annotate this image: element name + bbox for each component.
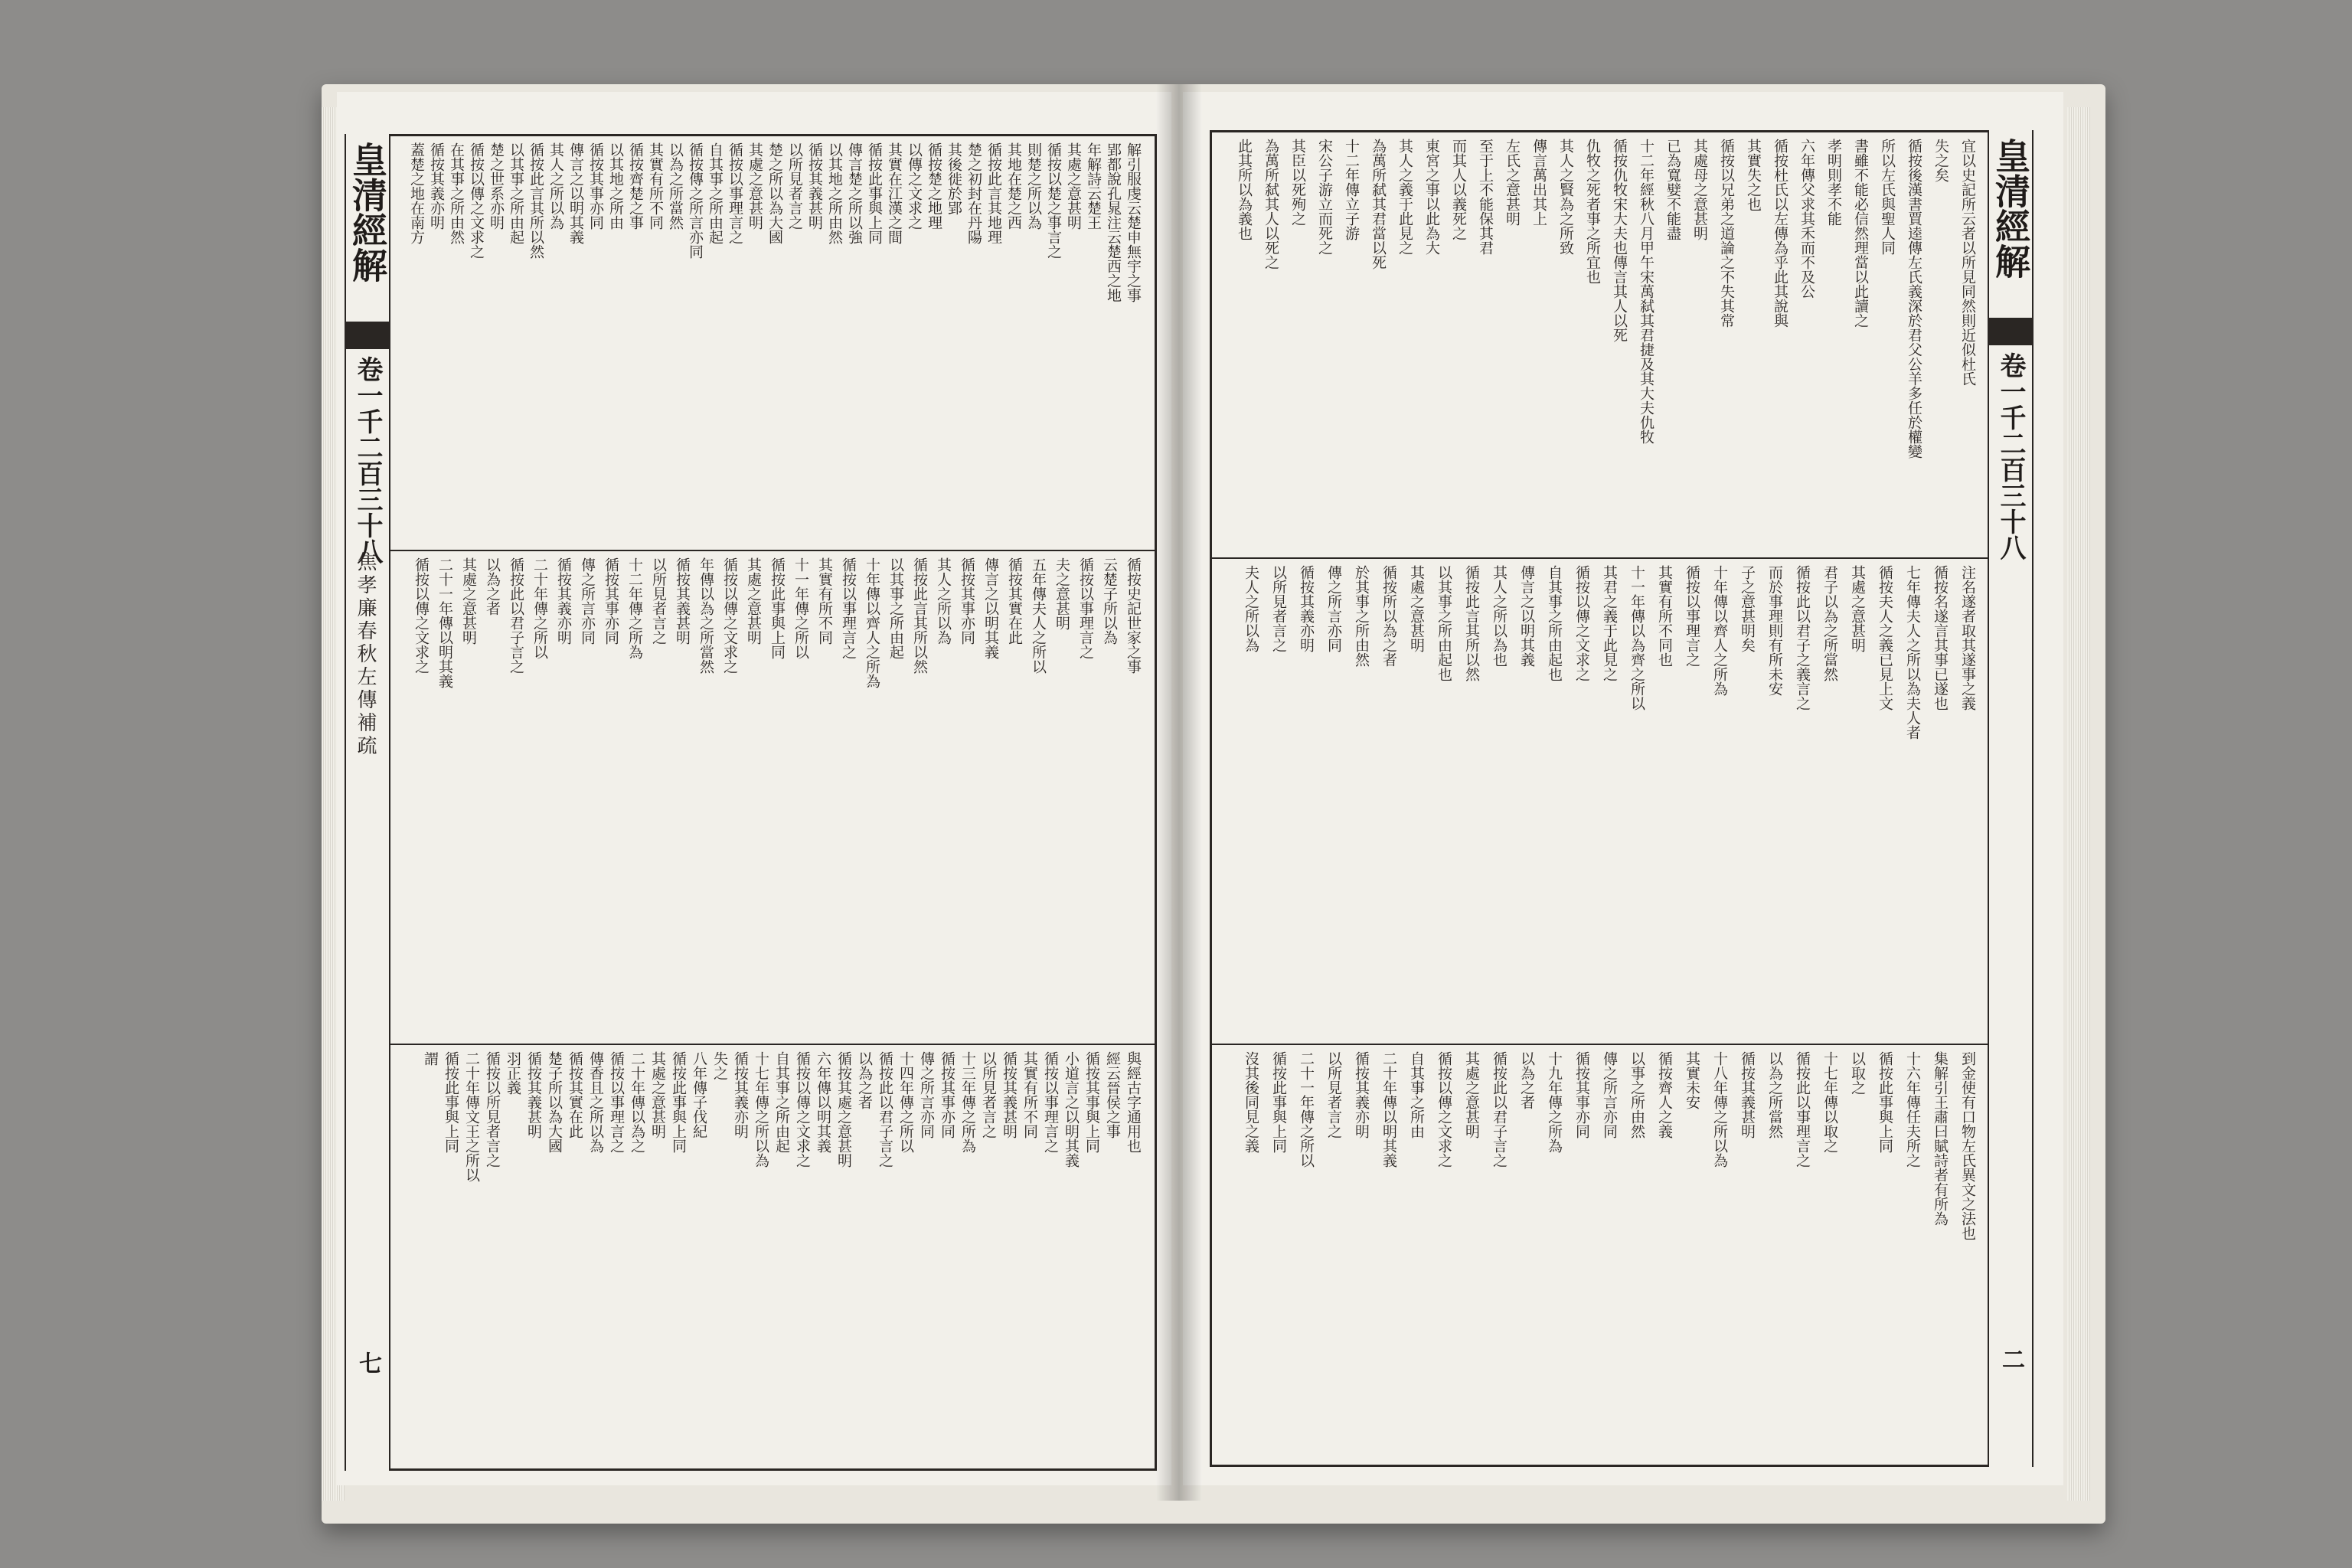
text-column: 傳之所言亦同	[1601, 1051, 1618, 1138]
left-page-frame	[387, 134, 1157, 1471]
text-column: 夫之意甚明	[1054, 557, 1070, 630]
text-column: 其處之意甚明	[1408, 565, 1425, 652]
text-column: 六年傳父求其禾而不及公	[1798, 139, 1815, 299]
text-column: 以為之者	[484, 557, 501, 616]
text-column: 二十年傳以明其義	[1380, 1051, 1397, 1168]
text-column: 羽正義	[505, 1051, 521, 1095]
text-column: 其處之意甚明	[460, 557, 477, 645]
text-column: 此其所以為義也	[1236, 139, 1253, 240]
text-column: 循按其事亦同	[587, 142, 604, 230]
text-column: 自其事之所由起	[773, 1051, 790, 1153]
right-volume-label: 卷一千二百三十八	[1995, 352, 2026, 560]
right-center-strip	[1988, 130, 2034, 1467]
text-column: 以取之	[1849, 1051, 1866, 1095]
text-column: 其實有所不同	[1021, 1051, 1038, 1138]
text-column: 循按杜氏以左傳為乎此其說與	[1772, 139, 1788, 328]
text-column: 傳言之以明其義	[1518, 565, 1535, 667]
left-register-divider-1	[389, 550, 1155, 551]
text-column: 循按以事理言之	[1684, 565, 1700, 667]
text-column: 傳之所言亦同	[918, 1051, 935, 1138]
text-column: 其處之意甚明	[1065, 142, 1082, 230]
right-page-frame	[1210, 130, 2034, 1467]
text-column: 所以左氏與聖人同	[1879, 139, 1896, 255]
text-column: 十三年傳之所為	[959, 1051, 976, 1153]
text-column: 經云晉侯之事	[1104, 1051, 1121, 1138]
text-column: 十一年傳之所以	[792, 557, 809, 659]
text-column: 循按其義甚明	[525, 1051, 542, 1138]
text-column: 而其人以義死之	[1450, 139, 1467, 240]
text-column: 失之矣	[1932, 139, 1949, 182]
text-column: 循按其實在此	[1006, 557, 1023, 645]
text-column: 循按仇牧宋大夫也傳言其人以死	[1611, 139, 1628, 342]
left-volume-label: 卷一千二百三十八	[352, 356, 383, 564]
text-column: 循按此言其所以然	[1463, 565, 1480, 681]
left-upper-register	[397, 142, 1143, 544]
text-column: 二十年傳以為之	[629, 1051, 645, 1153]
text-column: 其實有所不同也	[1656, 565, 1673, 667]
text-column: 以所見者言之	[980, 1051, 997, 1138]
text-column: 以為之所當然	[1766, 1051, 1783, 1138]
text-column: 郢都說孔晁注云楚西之地	[1105, 142, 1122, 302]
text-column: 以所見者言之	[1270, 565, 1287, 652]
text-column: 循按以兄弟之道論之不失其常	[1718, 139, 1735, 328]
text-column: 其地在楚之西	[1005, 142, 1022, 230]
text-column: 已為寬嬖不能盡	[1664, 139, 1681, 240]
text-column: 循按其義亦明	[1298, 565, 1315, 652]
text-column: 以所見者言之	[786, 142, 803, 230]
text-column: 六年傳以明其義	[815, 1051, 831, 1153]
text-column: 其實有所不同	[816, 557, 833, 645]
text-column: 循按此事與上同	[443, 1051, 459, 1153]
left-fish-tail	[346, 322, 389, 349]
text-column: 循按此事與上同	[769, 557, 786, 659]
text-column: 傳言楚之所以強	[846, 142, 863, 244]
text-column: 蓋楚之地在南方	[408, 142, 425, 244]
text-column: 其實未安	[1684, 1051, 1700, 1109]
text-column: 八年傳子伐紀	[691, 1051, 707, 1138]
text-column: 五年傳夫人之所以	[1030, 557, 1047, 674]
right-register-divider-1	[1212, 557, 2031, 559]
text-column: 循按其事亦同	[1573, 1051, 1590, 1138]
text-column: 傳言之以明其義	[982, 557, 999, 659]
text-column: 夫人之所以為	[1243, 565, 1259, 652]
text-column: 到金使有口物左氏異文之法也	[1959, 1051, 1976, 1240]
text-column: 循按以傳之文求之	[1436, 1051, 1452, 1168]
left-page-number: 七	[354, 1351, 381, 1374]
right-running-title: 皇清經解	[1990, 138, 2031, 279]
book-gutter	[1156, 84, 1202, 1501]
text-column: 以其事之所由起	[887, 557, 904, 659]
text-column: 循按後漢書賈逵傳左氏義深於君父公羊多任於權變	[1906, 139, 1922, 459]
text-column: 楚之所以為大國	[766, 142, 783, 244]
text-column: 其處之意甚明	[1849, 565, 1866, 652]
text-column: 傳言萬出其上	[1530, 139, 1547, 226]
text-column: 孝明則孝不能	[1825, 139, 1842, 226]
text-column: 其處之意甚明	[745, 557, 762, 645]
text-column: 其實失之也	[1745, 139, 1762, 211]
text-column: 自其事之所由	[1408, 1051, 1425, 1138]
text-column: 循按其義亦明	[1353, 1051, 1370, 1138]
text-column: 循按其處之意甚明	[835, 1051, 852, 1168]
left-register-divider-2	[389, 1044, 1155, 1045]
text-column: 其人之所以為也	[1491, 565, 1508, 667]
right-register-divider-2	[1212, 1044, 2031, 1045]
text-column: 於其事之所由然	[1353, 565, 1370, 667]
text-column: 十年傳以齊人之所為	[1711, 565, 1728, 696]
text-column: 沒其後同見之義	[1243, 1051, 1259, 1153]
text-column: 循按其義甚明	[1001, 1051, 1018, 1138]
text-column: 以為之者	[1518, 1051, 1535, 1109]
text-column: 十二年經秋八月甲午宋萬弑其君捷及其大夫仇牧	[1638, 139, 1655, 444]
text-column: 循按以所見者言之	[484, 1051, 501, 1168]
text-column: 以所見者言之	[1325, 1051, 1342, 1138]
text-column: 其處之意甚明	[1463, 1051, 1480, 1138]
text-column: 傳言之以明其義	[567, 142, 584, 244]
text-column: 其處之意甚明	[649, 1051, 666, 1138]
text-column: 其後徙於郢	[946, 142, 962, 215]
text-column: 循按其義亦明	[555, 557, 572, 645]
text-column: 循按此言其地理	[985, 142, 1002, 244]
text-column: 循按此事與上同	[1270, 1051, 1287, 1153]
text-column: 循按其義亦明	[732, 1051, 749, 1138]
text-column: 其實有所不同	[647, 142, 664, 230]
text-column: 以其地之所由然	[826, 142, 843, 244]
text-column: 子之意甚明矣	[1739, 565, 1756, 652]
text-column: 為萬所弑其君當以死	[1370, 139, 1387, 270]
text-column: 循按以事理言之	[727, 142, 743, 244]
text-column: 左氏之意甚明	[1504, 139, 1521, 226]
text-column: 循按其事與上同	[1083, 1051, 1100, 1153]
text-column: 以其事之所由起	[508, 142, 524, 244]
text-column: 其人之義于此見之	[1396, 139, 1413, 255]
text-column: 楚之世系亦明	[488, 142, 505, 230]
text-column: 循按以傳之文求之	[413, 557, 430, 674]
text-column: 循按齊楚之事	[627, 142, 644, 230]
text-column: 循按以事理言之	[1042, 1051, 1059, 1153]
text-column: 十七年傳以取之	[1821, 1051, 1838, 1153]
text-column: 云楚子所以為	[1101, 557, 1118, 645]
text-column: 年傳以為之所當然	[697, 557, 714, 674]
text-column: 東宮之事以此為大	[1423, 139, 1440, 255]
text-column: 其實在江漢之間	[886, 142, 903, 244]
text-column: 循按其事亦同	[939, 1051, 956, 1138]
text-column: 二十一年傳之所以	[1298, 1051, 1315, 1168]
left-running-title: 皇清經解	[347, 142, 388, 283]
text-column: 年解詩云楚王	[1085, 142, 1102, 230]
text-column: 則楚之所以為	[1025, 142, 1042, 230]
text-column: 循按以事理言之	[608, 1051, 625, 1153]
text-column: 小道言之以明其義	[1063, 1051, 1080, 1168]
text-column: 二十年傳文王之所以	[463, 1051, 480, 1182]
text-column: 循按此以君子言之	[1491, 1051, 1508, 1168]
text-column: 書雖不能必信然理當以此讀之	[1852, 139, 1869, 328]
text-column: 其人之所以為	[547, 142, 564, 230]
text-column: 循按以傳之文求之	[1573, 565, 1590, 681]
text-column: 傳之所言亦同	[579, 557, 596, 645]
text-column: 以傳之文求之	[906, 142, 923, 230]
text-column: 循按以傳之文求之	[721, 557, 738, 674]
text-column: 循按其義甚明	[1739, 1051, 1756, 1138]
text-column: 解引服虔云楚申無宇之事	[1125, 142, 1142, 302]
text-column: 循按齊人之義	[1656, 1051, 1673, 1138]
text-column: 循按以傳之文求之	[794, 1051, 811, 1168]
text-column: 楚之初封在丹陽	[965, 142, 982, 244]
text-column: 循按所以為之者	[1380, 565, 1397, 667]
text-column: 循按其實在此	[567, 1051, 583, 1138]
text-column: 循按名遂言其事已遂也	[1932, 565, 1949, 710]
text-column: 循按此事與上同	[670, 1051, 687, 1153]
left-middle-register	[397, 557, 1143, 1036]
text-column: 以其地之所由	[607, 142, 624, 230]
text-column: 循按其義甚明	[674, 557, 691, 645]
text-column: 循按其義甚明	[806, 142, 823, 230]
text-column: 循按此以事理言之	[1794, 1051, 1811, 1168]
text-column: 集解引王肅曰賦詩者有所為	[1932, 1051, 1949, 1226]
text-column: 十一年傳以為齊之所以	[1628, 565, 1645, 710]
text-column: 循按此言其所以然	[911, 557, 928, 674]
text-column: 自其事之所由起也	[1546, 565, 1563, 681]
text-column: 君子以為之所當然	[1821, 565, 1838, 681]
text-column: 自其事之所由起	[707, 142, 724, 244]
text-column: 循按以楚之事言之	[1045, 142, 1062, 259]
text-column: 十九年傳之所為	[1546, 1051, 1563, 1153]
text-column: 其人之所以為	[935, 557, 952, 645]
right-lower-register	[1220, 1051, 1978, 1457]
text-column: 十四年傳之所以	[897, 1051, 914, 1153]
text-column: 其處之意甚明	[746, 142, 763, 230]
right-upper-register	[1220, 139, 1978, 552]
text-column: 循按以事理言之	[840, 557, 857, 659]
text-column: 以其事之所由起也	[1436, 565, 1452, 681]
text-column: 為萬所弑其人以死之	[1263, 139, 1279, 270]
right-fish-tail	[1989, 318, 2032, 345]
text-column: 循按此事與上同	[866, 142, 883, 244]
text-column: 以為之者	[856, 1051, 873, 1109]
text-column: 循按此以君子言之	[877, 1051, 893, 1168]
text-column: 至于上不能保其君	[1477, 139, 1494, 255]
text-column: 與經古字通用也	[1125, 1051, 1142, 1153]
text-column: 循按夫人之義已見上文	[1877, 565, 1893, 710]
author-attribution: 焦孝廉春秋左傳補疏	[354, 551, 377, 758]
text-column: 宜以史記所云者以所見同然則近似杜氏	[1959, 139, 1976, 386]
text-column: 宋公子游立而死之	[1316, 139, 1333, 255]
text-column: 以所見者言之	[650, 557, 667, 645]
text-column: 循按傳之所言亦同	[687, 142, 704, 259]
text-column: 以事之所由然	[1628, 1051, 1645, 1138]
text-column: 傳之所言亦同	[1325, 565, 1342, 652]
text-column: 循按其事亦同	[959, 557, 975, 645]
text-column: 仇牧之死者事之所宜也	[1584, 139, 1601, 284]
text-column: 其君之義于此見之	[1601, 565, 1618, 681]
text-column: 循按此以君子之義言之	[1794, 565, 1811, 710]
text-column: 楚子所以為大國	[546, 1051, 563, 1153]
text-column: 十八年傳之所以為	[1711, 1051, 1728, 1168]
text-column: 注名遂者取其遂事之義	[1959, 565, 1976, 710]
text-column: 其人之賢為之所致	[1557, 139, 1574, 255]
text-column: 其臣以死殉之	[1289, 139, 1306, 226]
text-column: 十七年傳之所以為	[753, 1051, 769, 1168]
text-column: 循按以事理言之	[1077, 557, 1094, 659]
text-column: 其處母之意甚明	[1691, 139, 1708, 240]
text-column: 循按此以君子言之	[508, 557, 524, 674]
text-column: 失之	[711, 1051, 728, 1080]
right-page-number: 二	[1998, 1348, 2024, 1370]
text-column: 循按其事亦同	[603, 557, 619, 645]
text-column: 十年傳以齊人之所為	[864, 557, 880, 688]
text-column: 循按以傳之文求之	[468, 142, 485, 259]
text-column: 以為之所當然	[667, 142, 684, 230]
right-middle-register	[1220, 565, 1978, 1036]
right-page-edge	[2067, 107, 2090, 1501]
text-column: 循按楚之地理	[926, 142, 942, 230]
text-column: 循按此事與上同	[1877, 1051, 1893, 1153]
text-column: 循按其義亦明	[428, 142, 445, 230]
text-column: 而於事理則有所未安	[1766, 565, 1783, 696]
text-column: 十二年傳之所為	[626, 557, 643, 659]
text-column: 謂	[422, 1051, 439, 1066]
text-column: 循按此言其所以然	[528, 142, 544, 259]
text-column: 七年傳夫人之所以為夫人者	[1904, 565, 1921, 740]
text-column: 十二年傳立子游	[1343, 139, 1360, 240]
text-column: 循按史記世家之事	[1125, 557, 1142, 674]
text-column: 傳香且之所以為	[587, 1051, 604, 1153]
text-column: 二十年傳之所以	[531, 557, 548, 659]
text-column: 十六年傳任夫所之	[1904, 1051, 1921, 1168]
left-lower-register	[397, 1051, 1143, 1461]
text-column: 在其事之所由然	[448, 142, 465, 244]
text-column: 二十一年傳以明其義	[436, 557, 453, 688]
